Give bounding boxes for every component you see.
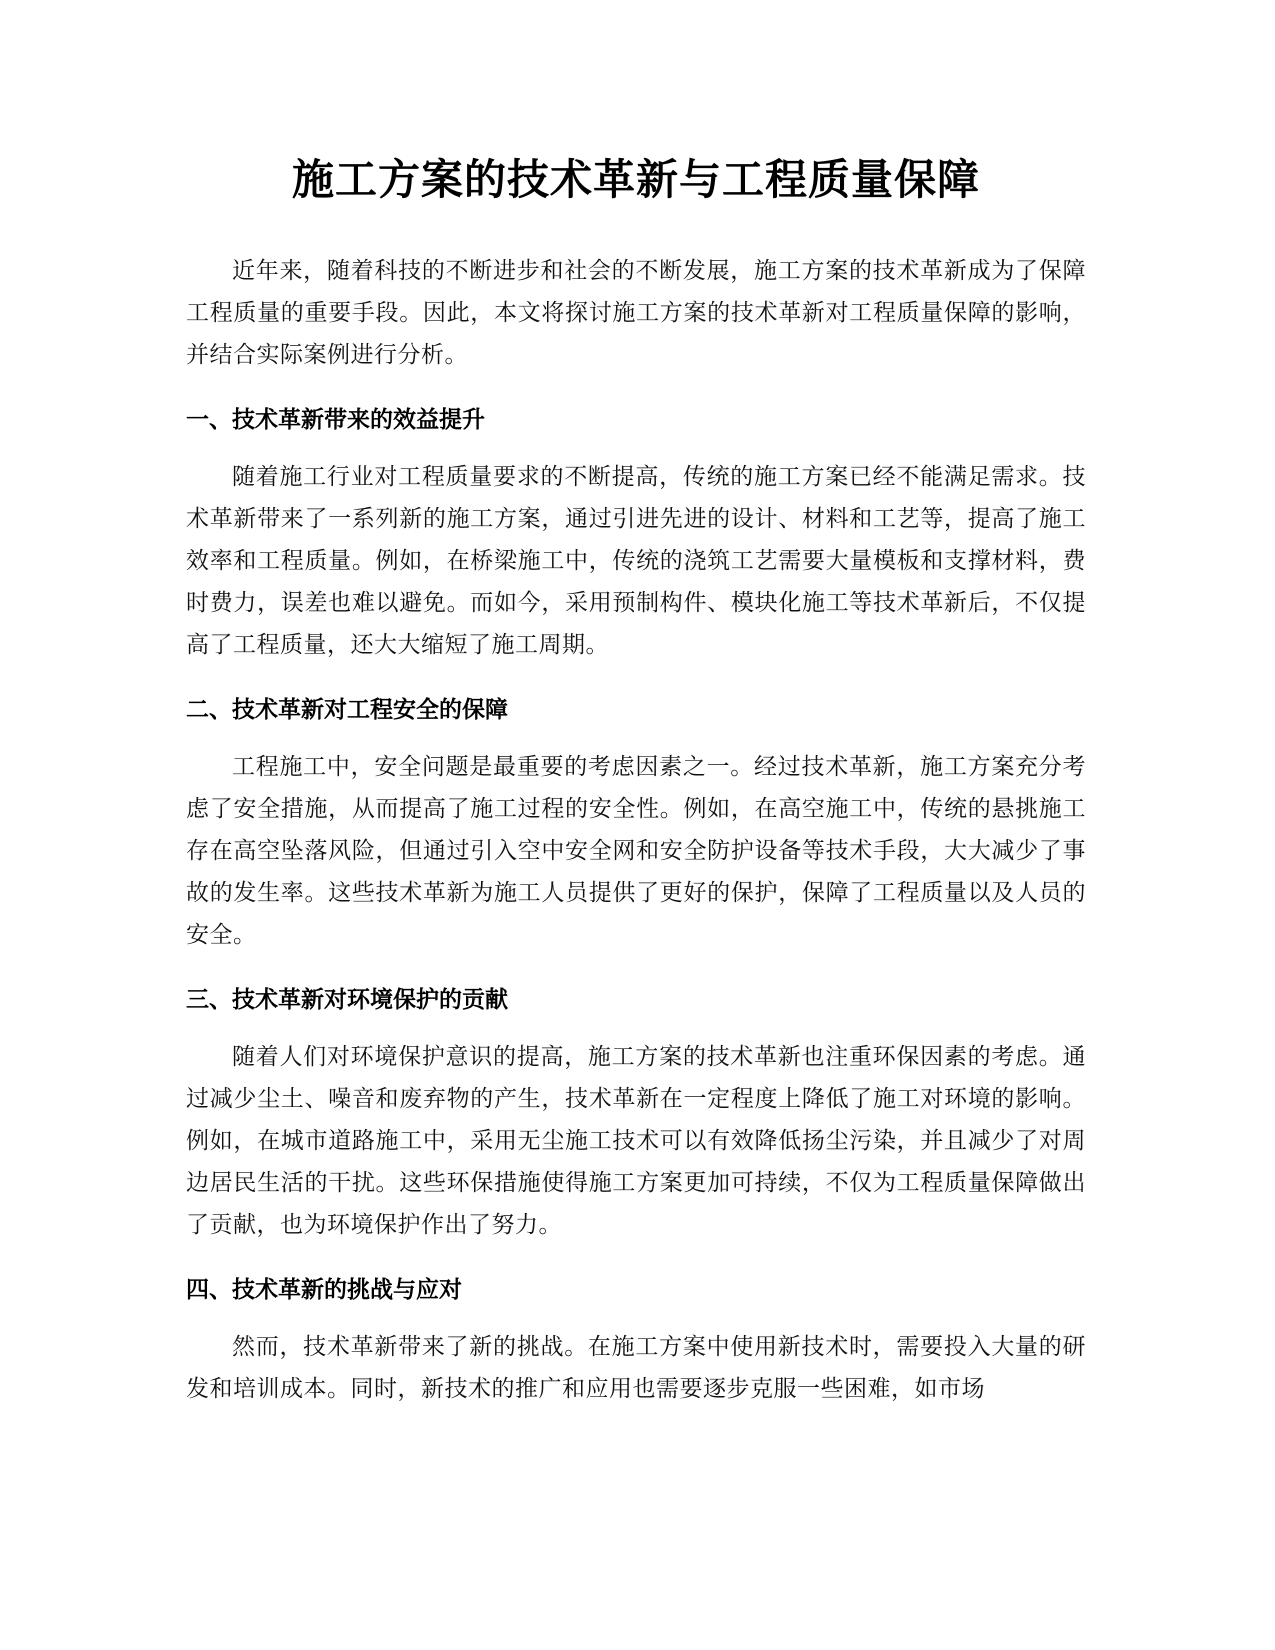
section-2-paragraph: 工程施工中，安全问题是最重要的考虑因素之一。经过技术革新，施工方案充分考虑了安全措施，从而提高了施工过程的安全性。例如，在高空施工中，传统的悬挑施工存在高空坠落风险，但通过引入空中安全网和安全防护设备等技术手段，大大减少了事故的发生率。这些技术革新为施工人员提供了更好的保护，保障了工程质量以及人员的安全。: [186, 754, 1086, 948]
section-4-heading: 四、技术革新的挑战与应对: [186, 1277, 462, 1303]
section-1-heading: 一、技术革新带来的效益提升: [186, 407, 485, 433]
section-2-heading: 二、技术革新对工程安全的保障: [186, 697, 508, 723]
section-4-paragraph: 然而，技术革新带来了新的挑战。在施工方案中使用新技术时，需要投入大量的研发和培训成本。同时，新技术的推广和应用也需要逐步克服一些困难，如市场: [186, 1334, 1086, 1402]
document-title: 施工方案的技术革新与工程质量保障: [291, 155, 980, 204]
section-3-paragraph: 随着人们对环境保护意识的提高，施工方案的技术革新也注重环保因素的考虑。通过减少尘土、噪音和废弃物的产生，技术革新在一定程度上降低了施工对环境的影响。例如，在城市道路施工中，采用无尘施工技术可以有效降低扬尘污染，并且减少了对周边居民生活的干扰。这些环保措施使得施工方案更加可持续，不仅为工程质量保障做出了贡献，也为环境保护作出了努力。: [186, 1044, 1086, 1238]
intro-paragraph: 近年来，随着科技的不断进步和社会的不断发展，施工方案的技术革新成为了保障工程质量的重要手段。因此，本文将探讨施工方案的技术革新对工程质量保障的影响，并结合实际案例进行分析。: [186, 258, 1086, 368]
document-body: [186, 150, 1086, 1410]
section-3-heading: 三、技术革新对环境保护的贡献: [186, 987, 508, 1013]
section-1-paragraph: 随着施工行业对工程质量要求的不断提高，传统的施工方案已经不能满足需求。技术革新带来了一系列新的施工方案，通过引进先进的设计、材料和工艺等，提高了施工效率和工程质量。例如，在桥梁施工中，传统的浇筑工艺需要大量模板和支撑材料，费时费力，误差也难以避免。而如今，采用预制构件、模块化施工等技术革新后，不仅提高了工程质量，还大大缩短了施工周期。: [186, 464, 1086, 658]
